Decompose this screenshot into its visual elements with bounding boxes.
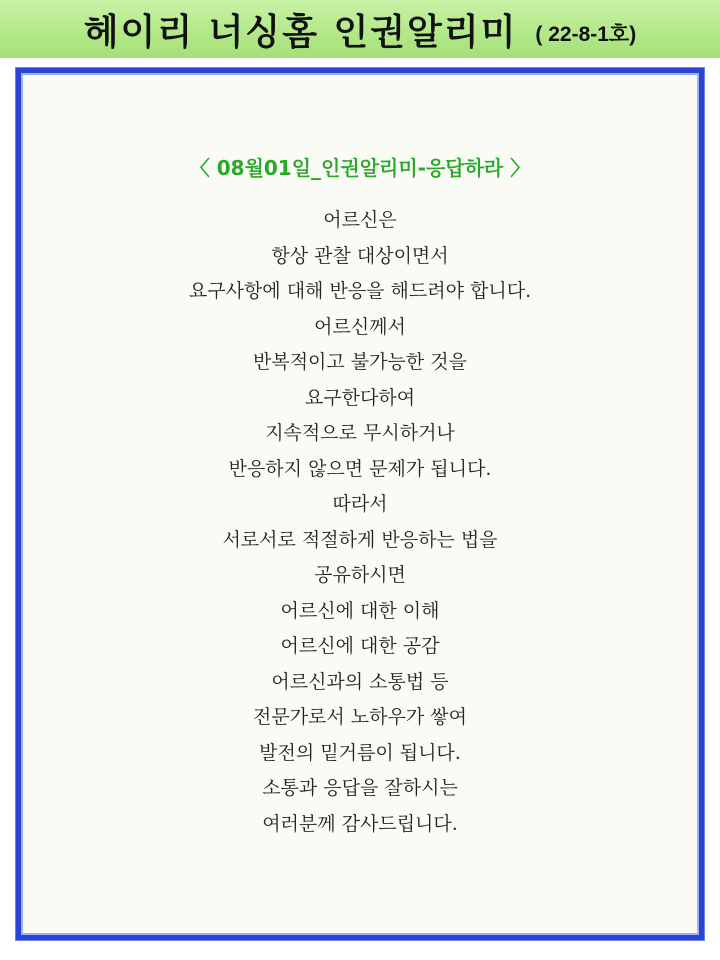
body-line: 공유하시면 — [314, 564, 406, 586]
body-line: 어르신은 — [323, 209, 397, 231]
body-line: 요구사항에 대해 반응을 해드려야 합니다. — [188, 280, 532, 302]
body-line: 지속적으로 무시하거나 — [265, 422, 455, 444]
notice-subtitle: 〈 08월01일_인권알리미-응답하라 〉 — [189, 156, 531, 180]
issue-number: ( 22-8-1호) — [535, 23, 637, 46]
body-line: 항상 관찰 대상이면서 — [271, 244, 449, 267]
body-line: 서로서로 적절하게 반응하는 법을 — [222, 528, 498, 551]
body-line: 소통과 응답을 잘하시는 — [262, 777, 458, 799]
body-line: 어르신께서 — [314, 315, 406, 338]
body-line: 어르신에 대한 이해 — [280, 599, 440, 622]
body-line: 발전의 밑거름이 됩니다. — [259, 741, 461, 764]
page-title: 헤이리 너싱홈 인권알리미 — [83, 11, 518, 53]
body-line: 전문가로서 노하우가 쌓여 — [253, 706, 467, 728]
body-line: 따라서 — [332, 493, 388, 515]
body-line: 반복적이고 불가능한 것을 — [253, 351, 467, 373]
body-line: 여러분께 감사드립니다. — [262, 812, 458, 835]
body-line: 반응하지 않으면 문제가 됩니다. — [228, 457, 492, 480]
header-banner — [0, 0, 720, 58]
notice-body — [0, 203, 720, 842]
body-line: 요구한다하여 — [304, 386, 416, 409]
body-line: 어르신과의 소통법 등 — [271, 670, 449, 693]
body-line: 어르신에 대한 공감 — [280, 635, 440, 657]
